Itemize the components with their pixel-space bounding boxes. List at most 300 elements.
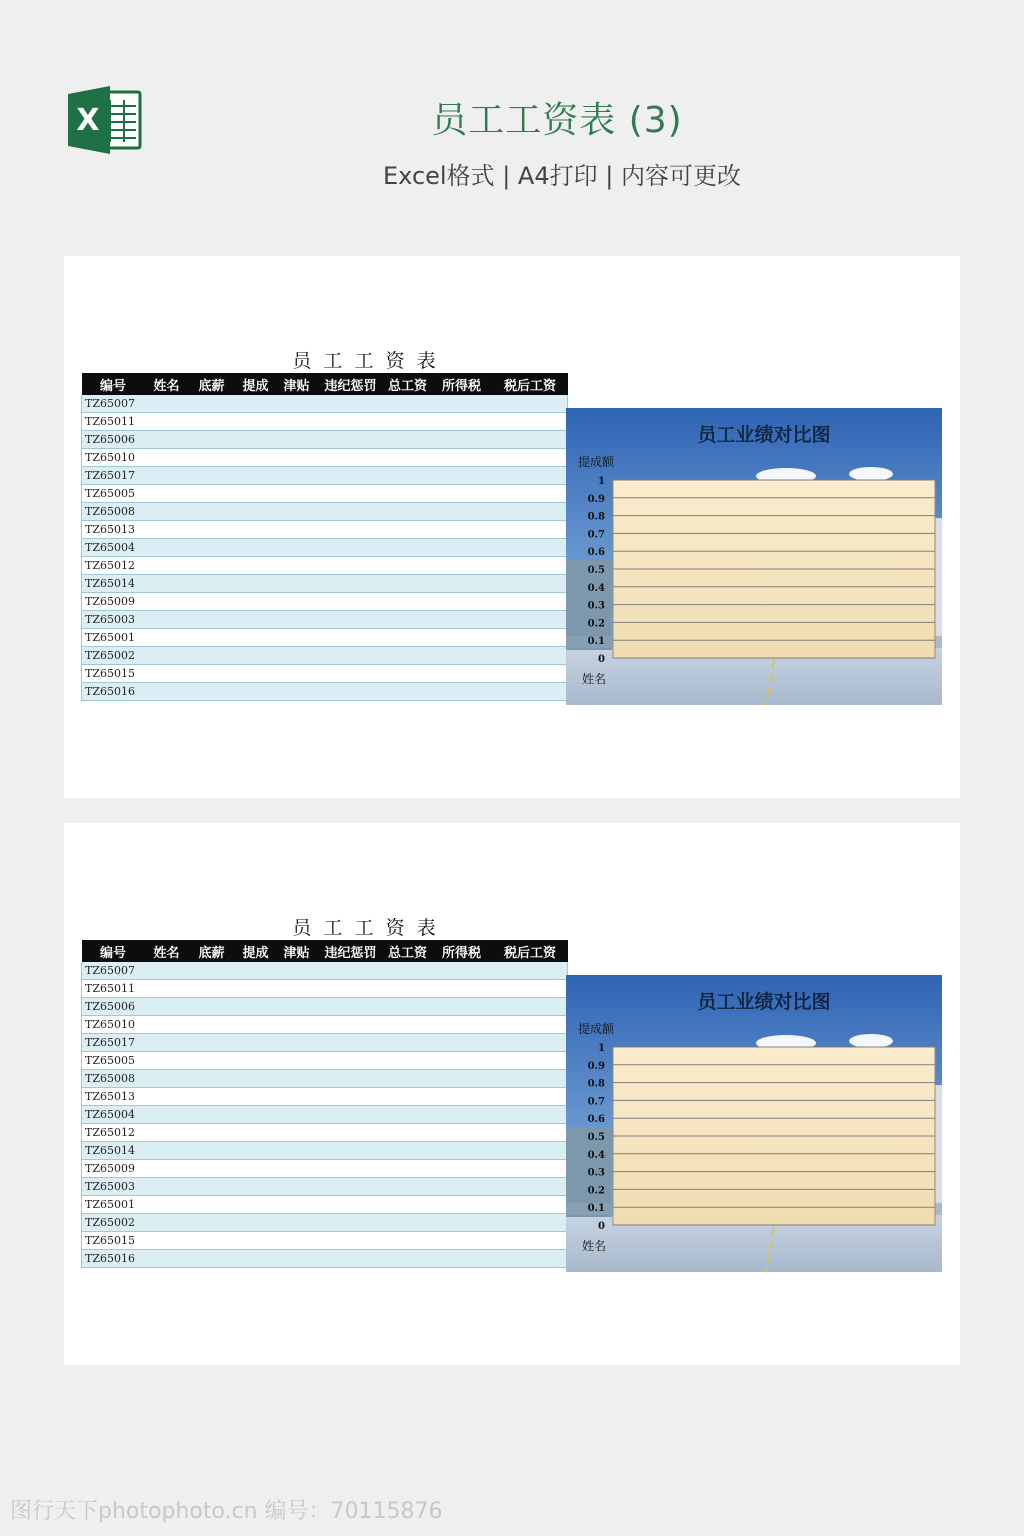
table-cell[interactable]: [431, 1196, 493, 1214]
table-cell[interactable]: [431, 539, 493, 557]
table-cell[interactable]: [235, 539, 277, 557]
table-cell[interactable]: [277, 629, 317, 647]
employee-id-cell[interactable]: TZ65016: [82, 683, 145, 701]
table-cell[interactable]: [189, 1106, 235, 1124]
table-cell[interactable]: [235, 665, 277, 683]
table-cell[interactable]: [431, 629, 493, 647]
table-cell[interactable]: [317, 998, 385, 1016]
table-cell[interactable]: [385, 1070, 431, 1088]
table-cell[interactable]: [431, 575, 493, 593]
table-cell[interactable]: [145, 629, 189, 647]
table-cell[interactable]: [235, 557, 277, 575]
table-cell[interactable]: [277, 449, 317, 467]
table-cell[interactable]: [277, 1142, 317, 1160]
table-cell[interactable]: [235, 1250, 277, 1268]
table-cell[interactable]: [431, 449, 493, 467]
table-cell[interactable]: [317, 1214, 385, 1232]
table-cell[interactable]: [317, 683, 385, 701]
table-cell[interactable]: [277, 1178, 317, 1196]
table-cell[interactable]: [493, 665, 568, 683]
table-cell[interactable]: [145, 1142, 189, 1160]
table-cell[interactable]: [235, 1124, 277, 1142]
table-cell[interactable]: [145, 998, 189, 1016]
table-cell[interactable]: [189, 1178, 235, 1196]
table-cell[interactable]: [189, 1142, 235, 1160]
table-cell[interactable]: [317, 413, 385, 431]
table-cell[interactable]: [493, 1088, 568, 1106]
table-cell[interactable]: [189, 467, 235, 485]
table-cell[interactable]: [189, 665, 235, 683]
table-cell[interactable]: [189, 980, 235, 998]
table-cell[interactable]: [493, 1160, 568, 1178]
table-cell[interactable]: [385, 1034, 431, 1052]
employee-id-cell[interactable]: TZ65006: [82, 431, 145, 449]
table-cell[interactable]: [277, 647, 317, 665]
table-cell[interactable]: [385, 485, 431, 503]
employee-id-cell[interactable]: TZ65016: [82, 1250, 145, 1268]
table-cell[interactable]: [317, 431, 385, 449]
table-cell[interactable]: [385, 467, 431, 485]
table-cell[interactable]: [493, 1232, 568, 1250]
table-cell[interactable]: [189, 647, 235, 665]
table-cell[interactable]: [235, 629, 277, 647]
table-cell[interactable]: [493, 647, 568, 665]
table-cell[interactable]: [235, 1196, 277, 1214]
table-cell[interactable]: [235, 1034, 277, 1052]
table-cell[interactable]: [493, 431, 568, 449]
table-cell[interactable]: [145, 1124, 189, 1142]
table-cell[interactable]: [431, 521, 493, 539]
table-cell[interactable]: [385, 1160, 431, 1178]
employee-id-cell[interactable]: TZ65006: [82, 998, 145, 1016]
table-cell[interactable]: [493, 629, 568, 647]
table-cell[interactable]: [145, 1250, 189, 1268]
table-cell[interactable]: [277, 557, 317, 575]
table-cell[interactable]: [189, 395, 235, 413]
table-cell[interactable]: [385, 503, 431, 521]
table-cell[interactable]: [189, 503, 235, 521]
table-cell[interactable]: [235, 521, 277, 539]
table-cell[interactable]: [493, 611, 568, 629]
table-cell[interactable]: [385, 962, 431, 980]
table-cell[interactable]: [235, 647, 277, 665]
table-cell[interactable]: [431, 1214, 493, 1232]
table-cell[interactable]: [317, 1178, 385, 1196]
table-cell[interactable]: [145, 1232, 189, 1250]
table-cell[interactable]: [493, 413, 568, 431]
table-cell[interactable]: [277, 1016, 317, 1034]
employee-id-cell[interactable]: TZ65009: [82, 593, 145, 611]
table-cell[interactable]: [317, 962, 385, 980]
table-cell[interactable]: [189, 611, 235, 629]
employee-id-cell[interactable]: TZ65012: [82, 1124, 145, 1142]
table-cell[interactable]: [277, 485, 317, 503]
table-cell[interactable]: [235, 1088, 277, 1106]
table-cell[interactable]: [189, 575, 235, 593]
table-cell[interactable]: [189, 1088, 235, 1106]
table-cell[interactable]: [235, 395, 277, 413]
table-cell[interactable]: [145, 539, 189, 557]
table-cell[interactable]: [431, 980, 493, 998]
employee-id-cell[interactable]: TZ65003: [82, 1178, 145, 1196]
table-cell[interactable]: [189, 683, 235, 701]
table-cell[interactable]: [277, 1214, 317, 1232]
table-cell[interactable]: [235, 431, 277, 449]
table-cell[interactable]: [385, 611, 431, 629]
table-cell[interactable]: [317, 593, 385, 611]
table-cell[interactable]: [493, 1034, 568, 1052]
table-cell[interactable]: [431, 485, 493, 503]
table-cell[interactable]: [317, 557, 385, 575]
table-cell[interactable]: [189, 1016, 235, 1034]
table-cell[interactable]: [235, 1178, 277, 1196]
employee-id-cell[interactable]: TZ65004: [82, 539, 145, 557]
table-cell[interactable]: [277, 431, 317, 449]
table-cell[interactable]: [385, 1232, 431, 1250]
table-cell[interactable]: [385, 1142, 431, 1160]
table-cell[interactable]: [493, 593, 568, 611]
table-cell[interactable]: [317, 575, 385, 593]
table-cell[interactable]: [431, 395, 493, 413]
table-cell[interactable]: [317, 395, 385, 413]
table-cell[interactable]: [145, 1070, 189, 1088]
table-cell[interactable]: [189, 521, 235, 539]
table-cell[interactable]: [235, 683, 277, 701]
table-cell[interactable]: [189, 593, 235, 611]
table-cell[interactable]: [277, 1160, 317, 1178]
table-cell[interactable]: [385, 521, 431, 539]
employee-id-cell[interactable]: TZ65010: [82, 1016, 145, 1034]
table-cell[interactable]: [235, 1142, 277, 1160]
table-cell[interactable]: [145, 1196, 189, 1214]
table-cell[interactable]: [145, 1052, 189, 1070]
table-cell[interactable]: [493, 1052, 568, 1070]
table-cell[interactable]: [145, 521, 189, 539]
table-cell[interactable]: [277, 593, 317, 611]
table-cell[interactable]: [189, 485, 235, 503]
table-cell[interactable]: [431, 1106, 493, 1124]
table-cell[interactable]: [317, 449, 385, 467]
table-cell[interactable]: [189, 962, 235, 980]
table-cell[interactable]: [431, 1070, 493, 1088]
table-cell[interactable]: [189, 1034, 235, 1052]
table-cell[interactable]: [431, 593, 493, 611]
table-cell[interactable]: [235, 503, 277, 521]
table-cell[interactable]: [431, 557, 493, 575]
table-cell[interactable]: [431, 1142, 493, 1160]
table-cell[interactable]: [189, 1250, 235, 1268]
employee-id-cell[interactable]: TZ65017: [82, 1034, 145, 1052]
table-cell[interactable]: [493, 449, 568, 467]
table-cell[interactable]: [189, 413, 235, 431]
table-cell[interactable]: [277, 413, 317, 431]
employee-id-cell[interactable]: TZ65014: [82, 1142, 145, 1160]
employee-id-cell[interactable]: TZ65002: [82, 647, 145, 665]
table-cell[interactable]: [317, 1106, 385, 1124]
employee-id-cell[interactable]: TZ65015: [82, 1232, 145, 1250]
employee-id-cell[interactable]: TZ65003: [82, 611, 145, 629]
table-cell[interactable]: [317, 1034, 385, 1052]
table-cell[interactable]: [317, 1196, 385, 1214]
employee-id-cell[interactable]: TZ65013: [82, 521, 145, 539]
table-cell[interactable]: [145, 413, 189, 431]
table-cell[interactable]: [431, 611, 493, 629]
table-cell[interactable]: [235, 467, 277, 485]
table-cell[interactable]: [235, 593, 277, 611]
table-cell[interactable]: [145, 395, 189, 413]
table-cell[interactable]: [385, 575, 431, 593]
employee-id-cell[interactable]: TZ65004: [82, 1106, 145, 1124]
employee-id-cell[interactable]: TZ65007: [82, 395, 145, 413]
table-cell[interactable]: [317, 665, 385, 683]
table-cell[interactable]: [385, 647, 431, 665]
table-cell[interactable]: [493, 467, 568, 485]
table-cell[interactable]: [145, 557, 189, 575]
table-cell[interactable]: [385, 1250, 431, 1268]
employee-id-cell[interactable]: TZ65011: [82, 980, 145, 998]
table-cell[interactable]: [431, 1160, 493, 1178]
table-cell[interactable]: [277, 1070, 317, 1088]
table-cell[interactable]: [493, 683, 568, 701]
table-cell[interactable]: [317, 1250, 385, 1268]
table-cell[interactable]: [145, 962, 189, 980]
table-cell[interactable]: [277, 1250, 317, 1268]
table-cell[interactable]: [317, 980, 385, 998]
table-cell[interactable]: [431, 962, 493, 980]
table-cell[interactable]: [317, 503, 385, 521]
table-cell[interactable]: [277, 1034, 317, 1052]
table-cell[interactable]: [189, 1052, 235, 1070]
table-cell[interactable]: [385, 593, 431, 611]
table-cell[interactable]: [189, 1160, 235, 1178]
table-cell[interactable]: [493, 557, 568, 575]
table-cell[interactable]: [189, 431, 235, 449]
table-cell[interactable]: [277, 503, 317, 521]
table-cell[interactable]: [277, 980, 317, 998]
table-cell[interactable]: [235, 485, 277, 503]
table-cell[interactable]: [317, 1052, 385, 1070]
table-cell[interactable]: [431, 1124, 493, 1142]
table-cell[interactable]: [189, 557, 235, 575]
employee-id-cell[interactable]: TZ65008: [82, 1070, 145, 1088]
employee-id-cell[interactable]: TZ65015: [82, 665, 145, 683]
table-cell[interactable]: [493, 1178, 568, 1196]
table-cell[interactable]: [235, 1070, 277, 1088]
employee-id-cell[interactable]: TZ65010: [82, 449, 145, 467]
table-cell[interactable]: [317, 647, 385, 665]
table-cell[interactable]: [145, 449, 189, 467]
table-cell[interactable]: [277, 665, 317, 683]
table-cell[interactable]: [235, 1052, 277, 1070]
table-cell[interactable]: [493, 1106, 568, 1124]
table-cell[interactable]: [145, 647, 189, 665]
table-cell[interactable]: [235, 1106, 277, 1124]
table-cell[interactable]: [317, 485, 385, 503]
employee-id-cell[interactable]: TZ65002: [82, 1214, 145, 1232]
table-cell[interactable]: [277, 575, 317, 593]
table-cell[interactable]: [235, 1160, 277, 1178]
table-cell[interactable]: [145, 1034, 189, 1052]
employee-id-cell[interactable]: TZ65014: [82, 575, 145, 593]
table-cell[interactable]: [493, 1016, 568, 1034]
table-cell[interactable]: [493, 1142, 568, 1160]
employee-id-cell[interactable]: TZ65001: [82, 629, 145, 647]
table-cell[interactable]: [385, 665, 431, 683]
table-cell[interactable]: [385, 431, 431, 449]
employee-id-cell[interactable]: TZ65013: [82, 1088, 145, 1106]
table-cell[interactable]: [493, 485, 568, 503]
table-cell[interactable]: [431, 1034, 493, 1052]
table-cell[interactable]: [431, 683, 493, 701]
table-cell[interactable]: [145, 1214, 189, 1232]
table-cell[interactable]: [277, 1106, 317, 1124]
table-cell[interactable]: [493, 503, 568, 521]
table-cell[interactable]: [431, 1052, 493, 1070]
table-cell[interactable]: [431, 431, 493, 449]
table-cell[interactable]: [145, 1016, 189, 1034]
table-cell[interactable]: [317, 1160, 385, 1178]
table-cell[interactable]: [145, 980, 189, 998]
table-cell[interactable]: [277, 1052, 317, 1070]
table-cell[interactable]: [493, 1214, 568, 1232]
table-cell[interactable]: [493, 1196, 568, 1214]
table-cell[interactable]: [493, 521, 568, 539]
table-cell[interactable]: [277, 521, 317, 539]
table-cell[interactable]: [493, 395, 568, 413]
table-cell[interactable]: [385, 1052, 431, 1070]
table-cell[interactable]: [317, 611, 385, 629]
table-cell[interactable]: [235, 1016, 277, 1034]
table-cell[interactable]: [317, 1070, 385, 1088]
table-cell[interactable]: [493, 980, 568, 998]
table-cell[interactable]: [277, 1232, 317, 1250]
table-cell[interactable]: [317, 1088, 385, 1106]
table-cell[interactable]: [145, 1106, 189, 1124]
employee-id-cell[interactable]: TZ65017: [82, 467, 145, 485]
table-cell[interactable]: [189, 1124, 235, 1142]
table-cell[interactable]: [385, 1088, 431, 1106]
employee-id-cell[interactable]: TZ65008: [82, 503, 145, 521]
table-cell[interactable]: [385, 539, 431, 557]
table-cell[interactable]: [493, 575, 568, 593]
table-cell[interactable]: [145, 1160, 189, 1178]
table-cell[interactable]: [385, 1196, 431, 1214]
table-cell[interactable]: [317, 539, 385, 557]
table-cell[interactable]: [145, 503, 189, 521]
table-cell[interactable]: [385, 1016, 431, 1034]
table-cell[interactable]: [277, 1124, 317, 1142]
table-cell[interactable]: [277, 1088, 317, 1106]
table-cell[interactable]: [385, 1124, 431, 1142]
table-cell[interactable]: [145, 611, 189, 629]
table-cell[interactable]: [235, 980, 277, 998]
table-cell[interactable]: [431, 998, 493, 1016]
table-cell[interactable]: [189, 629, 235, 647]
table-cell[interactable]: [235, 413, 277, 431]
table-cell[interactable]: [189, 449, 235, 467]
table-cell[interactable]: [431, 665, 493, 683]
table-cell[interactable]: [385, 998, 431, 1016]
table-cell[interactable]: [145, 575, 189, 593]
table-cell[interactable]: [189, 1232, 235, 1250]
table-cell[interactable]: [317, 467, 385, 485]
table-cell[interactable]: [235, 449, 277, 467]
table-cell[interactable]: [431, 1250, 493, 1268]
table-cell[interactable]: [145, 665, 189, 683]
table-cell[interactable]: [145, 485, 189, 503]
table-cell[interactable]: [493, 998, 568, 1016]
table-cell[interactable]: [189, 998, 235, 1016]
table-cell[interactable]: [431, 413, 493, 431]
table-cell[interactable]: [145, 1178, 189, 1196]
table-cell[interactable]: [317, 1232, 385, 1250]
employee-id-cell[interactable]: TZ65011: [82, 413, 145, 431]
table-cell[interactable]: [431, 647, 493, 665]
table-cell[interactable]: [317, 1142, 385, 1160]
table-cell[interactable]: [145, 431, 189, 449]
employee-id-cell[interactable]: TZ65007: [82, 962, 145, 980]
table-cell[interactable]: [145, 1088, 189, 1106]
table-cell[interactable]: [277, 1196, 317, 1214]
employee-id-cell[interactable]: TZ65001: [82, 1196, 145, 1214]
table-cell[interactable]: [431, 1178, 493, 1196]
table-cell[interactable]: [277, 998, 317, 1016]
table-cell[interactable]: [235, 575, 277, 593]
table-cell[interactable]: [431, 503, 493, 521]
table-cell[interactable]: [493, 1070, 568, 1088]
table-cell[interactable]: [385, 1214, 431, 1232]
table-cell[interactable]: [277, 683, 317, 701]
table-cell[interactable]: [317, 521, 385, 539]
table-cell[interactable]: [385, 413, 431, 431]
table-cell[interactable]: [235, 611, 277, 629]
employee-id-cell[interactable]: TZ65005: [82, 485, 145, 503]
table-cell[interactable]: [145, 593, 189, 611]
table-cell[interactable]: [385, 629, 431, 647]
table-cell[interactable]: [385, 1106, 431, 1124]
employee-id-cell[interactable]: TZ65012: [82, 557, 145, 575]
table-cell[interactable]: [235, 998, 277, 1016]
table-cell[interactable]: [385, 683, 431, 701]
table-cell[interactable]: [385, 557, 431, 575]
table-cell[interactable]: [235, 962, 277, 980]
table-cell[interactable]: [317, 1124, 385, 1142]
table-cell[interactable]: [277, 467, 317, 485]
table-cell[interactable]: [493, 962, 568, 980]
table-cell[interactable]: [317, 1016, 385, 1034]
table-cell[interactable]: [277, 395, 317, 413]
table-cell[interactable]: [431, 1016, 493, 1034]
table-cell[interactable]: [189, 1070, 235, 1088]
table-cell[interactable]: [189, 1214, 235, 1232]
table-cell[interactable]: [317, 629, 385, 647]
table-cell[interactable]: [385, 395, 431, 413]
table-cell[interactable]: [235, 1232, 277, 1250]
table-cell[interactable]: [385, 1178, 431, 1196]
table-cell[interactable]: [385, 980, 431, 998]
employee-id-cell[interactable]: TZ65005: [82, 1052, 145, 1070]
table-cell[interactable]: [145, 683, 189, 701]
table-cell[interactable]: [431, 467, 493, 485]
table-cell[interactable]: [385, 449, 431, 467]
table-cell[interactable]: [235, 1214, 277, 1232]
table-cell[interactable]: [145, 467, 189, 485]
table-cell[interactable]: [493, 1124, 568, 1142]
table-cell[interactable]: [493, 539, 568, 557]
table-cell[interactable]: [493, 1250, 568, 1268]
employee-id-cell[interactable]: TZ65009: [82, 1160, 145, 1178]
table-cell[interactable]: [277, 962, 317, 980]
